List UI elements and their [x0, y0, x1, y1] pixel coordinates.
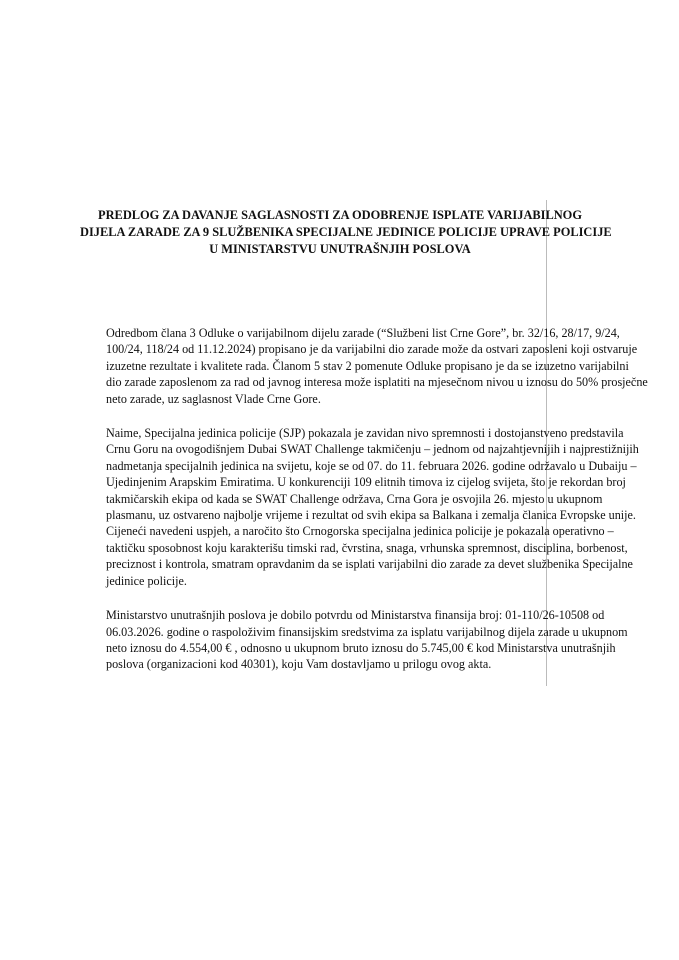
- text-line: preciznost i kontrola, smatram opravdanim da se isplati varijabilni dio zarade za devet službenika Specijalne: [106, 557, 633, 572]
- text-line: nadmetanja specijalnih jedinica na svijetu, koje se od 07. do 11. februara 2026. godine održavalo u Dubaiju –: [106, 458, 637, 473]
- text-line: Odredbom člana 3 Odluke o varijabilnom dijelu zarade (“Službeni list Crne Gore”, br. 32/16, 28/17, 9/24,: [106, 326, 620, 340]
- text-line: takmičarskih ekipa od kada se SWAT Challenge održava, Crna Gora je osvojila 26. mjesto u ukupnom: [106, 491, 603, 506]
- text-line: 100/24, 118/24 od 11.12.2024) propisano je da varijabilni dio zarade može da ostvari zaposleni koji ostvaruje: [106, 342, 638, 357]
- text-line: 06.03.2026. godine o raspoloživim finansijskim sredstvima za isplatu varijabilnog dijela zarade u ukupnom: [106, 624, 628, 639]
- title-line: DIJELA ZARADE ZA 9 SLUŽBENIKA SPECIJALNE JEDINICE POLICIJE UPRAVE POLICIJE: [80, 225, 612, 239]
- paragraph-funding: [106, 607, 628, 673]
- text-line: neto iznosu do 4.554,00 € , odnosno u ukupnom bruto iznosu do 5.745,00 € kod Ministarstva unutrašnjih: [106, 640, 616, 655]
- document-body: [106, 325, 648, 691]
- document-title: [80, 207, 612, 258]
- text-line: dio zarade zaposlenom za rad od javnog interesa može isplatiti na mjesečnom nivou u iznosu do 50% prosječne: [106, 375, 648, 390]
- text-line: Cijeneći navedeni uspjeh, a naročito što Crnogorska specijalna jedinica policije je pokazala operativno –: [106, 524, 614, 539]
- text-line: Naime, Specijalna jedinica policije (SJP) pokazala je zavidan nivo spremnosti i dostojanstveno predstavila: [106, 426, 624, 441]
- paragraph-justification: [106, 425, 639, 589]
- text-line: neto zarade, uz saglasnost Vlade Crne Gore.: [106, 391, 321, 406]
- text-line: Ministarstvo unutrašnjih poslova je dobilo potvrdu od Ministarstva finansija broj: 01-110/26-10508 od: [106, 608, 605, 623]
- text-line: Ujedinjenim Arapskim Emiratima. U konkurenciji 109 elitnih timova iz cijelog svijeta, što je rekordan broj: [106, 475, 626, 490]
- text-line: Crnu Goru na ovogodišnjem Dubai SWAT Challenge takmičenju – jednom od najzahtjevnijih i najprestižnijih: [106, 442, 639, 457]
- text-line: jedinice policije.: [106, 573, 187, 588]
- title-line: PREDLOG ZA DAVANJE SAGLASNOSTI ZA ODOBRENJE ISPLATE VARIJABILNOG: [98, 208, 582, 222]
- title-line: U MINISTARSTVU UNUTRAŠNJIH POSLOVA: [209, 242, 471, 256]
- text-line: plasmanu, uz ostvareno najbolje vrijeme i rezultat od svih ekipa sa Balkana i zemalja članica Evropske unije.: [106, 508, 636, 523]
- paragraph-legal-basis: [106, 325, 648, 407]
- text-line: poslova (organizacioni kod 40301), koju Vam dostavljamo u prilogu ovog akta.: [106, 657, 492, 672]
- text-line: izuzetne rezultate i kvalitete rada. Članom 5 stav 2 pomenute Odluke propisano je da se izuzetno varijabilni: [106, 358, 629, 373]
- text-line: taktičku sposobnost koju karakterišu timski rad, čvrstina, snaga, vrhunska spremnost, disciplina, borbenost,: [106, 540, 628, 555]
